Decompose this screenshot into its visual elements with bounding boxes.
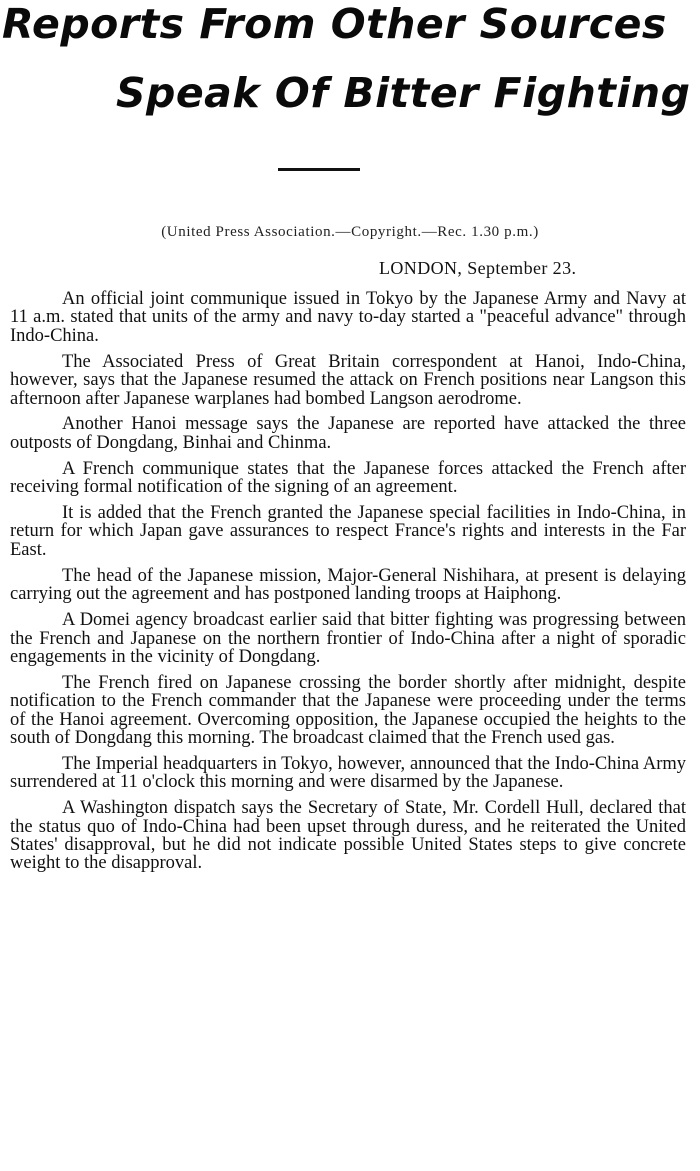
paragraph: Another Hanoi message says the Japanese are reported have attacked the three outposts of Dongdang, Binhai and Chinma. (10, 414, 686, 453)
headline-divider (278, 168, 360, 171)
paragraph: The Imperial headquarters in Tokyo, however, announced that the Indo-China Army surrendered at 11 o'clock this morning and were disarmed by the Japanese. (10, 753, 686, 793)
paragraph: A French communique states that the Japanese forces attacked the French after receiving formal notification of the signing of an agreement. (10, 458, 686, 498)
paragraph: An official joint communique issued in Tokyo by the Japanese Army and Navy at 11 a.m. stated that units of the army and navy to-day started a "peaceful advance" through Indo-China. (10, 289, 686, 346)
headline-line-1: Reports From Other Sources (2, 0, 667, 48)
paragraph: A Washington dispatch says the Secretary of State, Mr. Cordell Hull, declared that the status quo of Indo-China had been upset through duress, and he reiterated the United States' disapproval, but he did not indicate possible United States steps to give concrete weight to the disapproval. (10, 798, 686, 874)
article-body (10, 290, 686, 880)
paragraph: The French fired on Japanese crossing the border shortly after midnight, despite notification to the French commander that the Japanese were proceeding under the terms of the Hanoi agreement. Overcoming opposition, the Japanese occupied the heights to the south of Dongdang this morning. The broadcast claimed that the French used gas. (10, 672, 686, 749)
paragraph: A Domei agency broadcast earlier said that bitter fighting was progressing between the French and Japanese on the northern frontier of Indo-China after a night of sporadic engagements in the vicinity of Dongdang. (10, 610, 686, 667)
headline-line-2: Speak Of Bitter Fighting (116, 69, 691, 117)
wire-credit: (United Press Association.—Copyright.—Rec. 1.30 p.m.) (161, 224, 539, 240)
paragraph: The head of the Japanese mission, Major-General Nishihara, at present is delaying carrying out the agreement and has postponed landing troops at Haiphong. (10, 565, 686, 605)
paragraph: It is added that the French granted the Japanese special facilities in Indo-China, in return for which Japan gave assurances to respect France's rights and interests in the Far East. (10, 503, 686, 560)
paragraph: The Associated Press of Great Britain correspondent at Hanoi, Indo-China, however, says that the Japanese resumed the attack on French positions near Langson this afternoon after Japanese warplanes had bombed Langson aerodrome. (10, 351, 686, 409)
dateline: LONDON, September 23. (379, 258, 577, 278)
